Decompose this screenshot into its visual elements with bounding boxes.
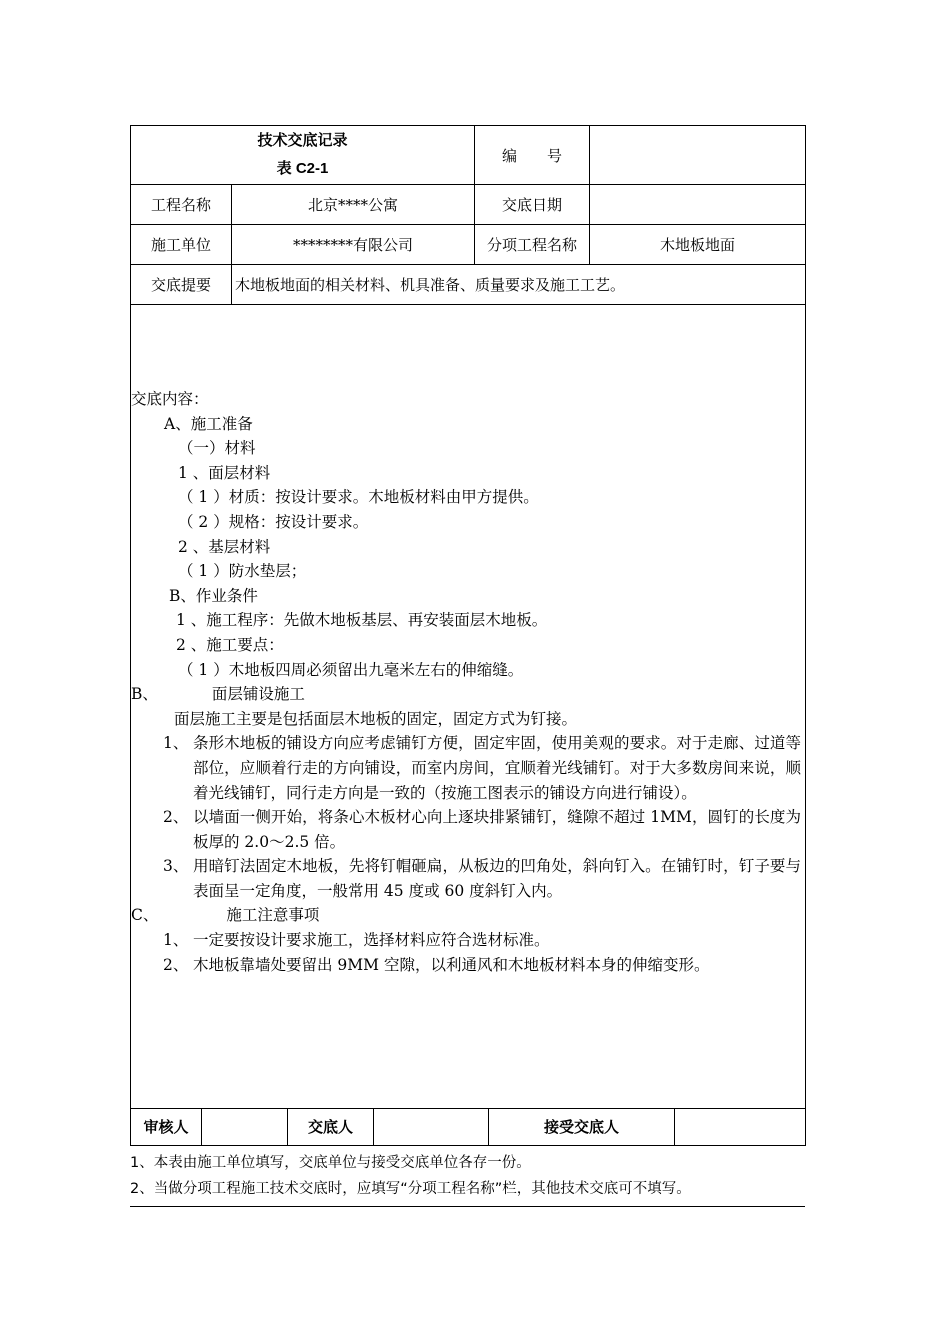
surface-materials-title: 1 、面层材料	[178, 463, 271, 482]
note-line: 1、本表由施工单位填写，交底单位与接受交底单位各存一份。	[130, 1154, 531, 1171]
section-b-label: B、	[131, 685, 158, 704]
list-item-number: 3、	[163, 857, 189, 876]
form-title: 技术交底记录	[257, 132, 348, 149]
section-a-title: A、施工准备	[164, 414, 253, 433]
note-line: 2、当做分项工程施工技术交底时，应填写“分项工程名称”栏，其他技术交底可不填写。	[130, 1180, 691, 1197]
disclosure-date-value[interactable]	[590, 185, 806, 225]
receiver-label: 接受交底人	[489, 1108, 675, 1145]
bottom-rule	[130, 1206, 805, 1207]
surface-intro-line: 面层施工主要是包括面层木地板的固定，固定方式为钉接。	[174, 709, 578, 728]
content-heading: 交底内容：	[131, 390, 209, 408]
section-c-label: C、	[131, 906, 159, 925]
summary-label: 交底提要	[131, 265, 232, 305]
construction-sequence-line: 1 、施工程序：先做木地板基层、再安装面层木地板。	[176, 611, 548, 630]
list-item	[131, 928, 805, 953]
number-field[interactable]	[590, 126, 806, 185]
technical-disclosure-form	[130, 125, 805, 1207]
list-item-text: 用暗钉法固定木地板，先将钉帽砸扁，从板边的凹角处，斜向钉入。在铺钉时，钉子要与表面呈一定角度，一般常用 45 度或 60 度斜钉入内。	[193, 857, 802, 900]
construction-points-line: 2 、施工要点：	[176, 635, 284, 654]
list-item-text: 条形木地板的铺设方向应考虑铺钉方便，固定牢固，使用美观的要求。对于走廊、过道等部位，应顺着行走的方向铺设，而室内房间，宜顺着光线铺钉。对于大多数房间来说，顺着光线铺钉，同行走方向是一致的（按施工图表示的铺设方向进行铺设）。	[193, 734, 802, 802]
reviewer-field[interactable]	[202, 1108, 288, 1145]
material-spec-line: （ 2 ）规格：按设计要求。	[178, 512, 369, 531]
list-item-number: 1、	[163, 734, 189, 753]
discloser-field[interactable]	[374, 1108, 489, 1145]
waterproof-layer-line: （ 1 ）防水垫层；	[178, 562, 307, 581]
form-code: 表 C2-1	[276, 160, 329, 177]
section-b-title: 面层铺设施工	[211, 685, 305, 704]
list-item-text: 一定要按设计要求施工，选择材料应符合选材标准。	[193, 931, 550, 950]
disclosure-content-cell	[131, 305, 806, 1109]
section-b-surface	[131, 682, 805, 707]
subproject-label: 分项工程名称	[475, 225, 590, 265]
form-table	[130, 125, 806, 1109]
material-quality-line: （ 1 ）材质：按设计要求。木地板材料由甲方提供。	[178, 488, 539, 507]
list-item-text: 以墙面一侧开始，将条心木板材心向上逐块排紧铺钉，缝隙不超过 1MM，圆钉的长度为板厚的 2.0～2.5 倍。	[193, 808, 802, 851]
contractor-label: 施工单位	[131, 225, 232, 265]
receiver-field[interactable]	[675, 1108, 806, 1145]
summary-value[interactable]: 木地板地面的相关材料、机具准备、质量要求及施工工艺。	[232, 265, 806, 305]
form-title-cell	[131, 126, 475, 185]
list-item-text: 木地板靠墙处要留出 9MM 空隙，以利通风和木地板材料本身的伸缩变形。	[193, 955, 710, 974]
number-label: 编 号	[475, 126, 590, 185]
section-c-heading	[131, 903, 805, 928]
list-item	[131, 805, 805, 854]
disclosure-date-label: 交底日期	[475, 185, 590, 225]
list-item-number: 2、	[163, 955, 189, 974]
discloser-label: 交底人	[288, 1108, 374, 1145]
list-item	[131, 731, 805, 805]
signature-table	[130, 1108, 806, 1146]
list-item-number: 2、	[163, 808, 189, 827]
reviewer-label: 审核人	[131, 1108, 202, 1145]
disclosure-content	[131, 305, 805, 977]
materials-title: （一）材料	[178, 439, 256, 458]
section-c-title: 施工注意事项	[226, 906, 320, 925]
contractor-value[interactable]: ********有限公司	[232, 225, 475, 265]
list-item	[131, 854, 805, 903]
base-materials-title: 2 、基层材料	[178, 537, 271, 556]
list-item-number: 1、	[163, 931, 189, 950]
expansion-joint-line: （ 1 ）木地板四周必须留出九毫米左右的伸缩缝。	[178, 660, 524, 679]
project-name-label: 工程名称	[131, 185, 232, 225]
subproject-value[interactable]: 木地板地面	[590, 225, 806, 265]
form-notes	[130, 1150, 805, 1202]
project-name-value[interactable]: 北京****公寓	[232, 185, 475, 225]
section-b-work-conditions: B、作业条件	[169, 586, 258, 605]
list-item	[131, 953, 805, 978]
